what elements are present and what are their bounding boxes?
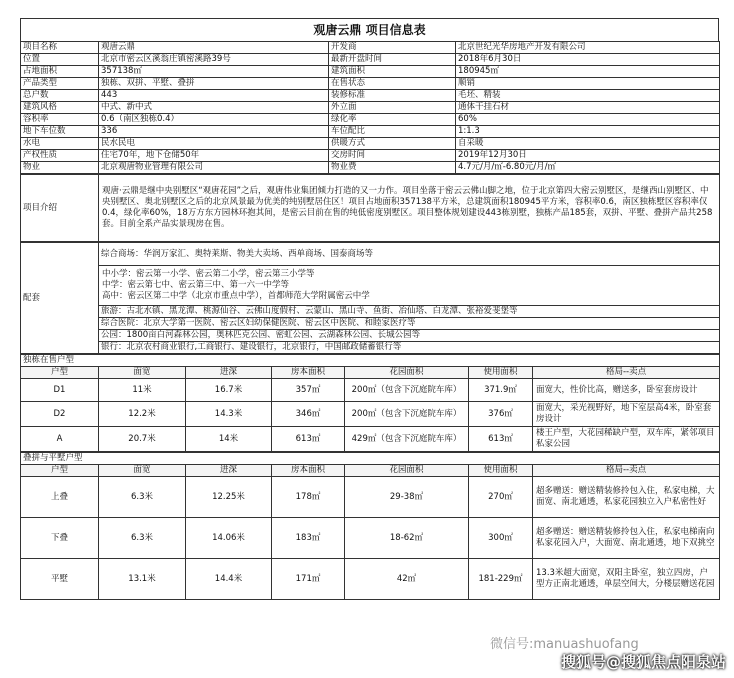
field-label: 开发商: [329, 42, 456, 54]
info-sheet: [20, 18, 719, 600]
facility-hospital: 综合医院：北京大学第一医院、密云区妇幼保健医院、密云区中医院、和睦家医疗等: [99, 318, 720, 330]
field-value: 1:1.3: [456, 126, 720, 138]
table-cell: 16.7米: [186, 379, 272, 402]
selling-point: 楼王户型，大花园稀缺户型，双车库，紧邻项目私家公园: [533, 427, 720, 452]
table-cell: 270㎡: [469, 477, 533, 518]
facility-mall: 综合商场：华润万家汇、奥特莱斯、物美大卖场、西单商场、国泰商场等: [99, 243, 720, 266]
field-label: 占地面积: [21, 66, 99, 78]
field-value: 北京世纪光华房地产开发有限公司: [456, 42, 720, 54]
table-cell: 6.3米: [99, 477, 186, 518]
unit-type: 平墅: [21, 559, 99, 600]
basic-row: [21, 42, 720, 54]
facility-tour: 旅游：古北水镇、黑龙潭、桃源仙谷、云佛山度假村、云蒙山、黑山寺、鱼街、冶仙塔、白龙潭、张裕爱斐堡等: [99, 306, 720, 318]
intro-label: 项目介绍: [21, 175, 99, 242]
field-label: 交房时间: [329, 150, 456, 162]
field-label: 在售状态: [329, 78, 456, 90]
field-value: 180945㎡: [456, 66, 720, 78]
field-value: 2018年6月30日: [456, 54, 720, 66]
table-cell: 429㎡（包含下沉庭院车库）: [345, 427, 469, 452]
table-cell: 11米: [99, 379, 186, 402]
field-value: 毛坯、精装: [456, 90, 720, 102]
intro-text: 观唐·云鼎是继中央别墅区“观唐花园”之后，观唐伟业集团倾力打造的又一力作。项目坐落于密云云佛山脚之地，位于北京第四大密云别墅区，是继西山别墅区、中央别墅区、奥北别墅区之后的北京风景最为优美的纯别墅居住区！项目占地面积357138平方米，总建筑面积180945平方米，容积率0.6，南区独栋墅区容积率仅0.4，绿化率60%，18万方东方园林环抱其间，是密云目前在售的纯低密度别墅区。项目整体规划建设443栋别墅，独栋产品185套，双拼、平墅、叠拼产品共258套。目前全系产品实景现房在售。: [99, 175, 720, 242]
column-header: 格局--卖点: [533, 465, 720, 477]
basic-row: [21, 162, 720, 174]
table-cell: 14.06米: [186, 518, 272, 559]
field-value: 北京观唐物业管理有限公司: [99, 162, 329, 174]
basic-row: [21, 54, 720, 66]
selling-point: 面宽大，采光视野好，地下室层高4米，卧室套房设计: [533, 402, 720, 427]
column-header: 进深: [186, 465, 272, 477]
field-label: 装修标准: [329, 90, 456, 102]
column-header: 房本面积: [272, 465, 345, 477]
facility-schools: [99, 266, 720, 306]
unit-type: A: [21, 427, 99, 452]
field-label: 外立面: [329, 102, 456, 114]
field-label: 容积率: [21, 114, 99, 126]
field-value: 0.6（南区独栋0.4）: [99, 114, 329, 126]
basic-row: [21, 102, 720, 114]
table-cell: 613㎡: [469, 427, 533, 452]
basic-row: [21, 78, 720, 90]
field-label: 总户数: [21, 90, 99, 102]
table-row: [21, 477, 720, 518]
table-cell: 371.9㎡: [469, 379, 533, 402]
basic-row: [21, 114, 720, 126]
field-label: 绿化率: [329, 114, 456, 126]
column-header: 户型: [21, 367, 99, 379]
column-header: 花园面积: [345, 367, 469, 379]
table-cell: 613㎡: [272, 427, 345, 452]
table-row: [21, 402, 720, 427]
selling-point: 超多赠送：赠送精装修拎包入住，私家电梯，大面宽、南北通透，私家花园独立入户私密性好: [533, 477, 720, 518]
table-cell: 14米: [186, 427, 272, 452]
school-high: 高中：密云区第二中学（北京市重点中学），首都师范大学附属密云中学: [102, 291, 370, 301]
basic-row: [21, 150, 720, 162]
field-value: 通体干挂石材: [456, 102, 720, 114]
unit-type: 下叠: [21, 518, 99, 559]
column-header: 户型: [21, 465, 99, 477]
column-header: 房本面积: [272, 367, 345, 379]
unit-type: D2: [21, 402, 99, 427]
detached-table: [20, 354, 720, 452]
table-cell: 20.7米: [99, 427, 186, 452]
basic-info-table: [20, 41, 720, 174]
selling-point: 面宽大，性价比高，赠送多，卧室套房设计: [533, 379, 720, 402]
column-header: 进深: [186, 367, 272, 379]
field-value: 60%: [456, 114, 720, 126]
field-label: 建筑风格: [21, 102, 99, 114]
field-value: 北京市密云区溪翁庄镇密溪路39号: [99, 54, 329, 66]
facilities-table: [20, 242, 720, 354]
table-cell: 200㎡（包含下沉庭院车库）: [345, 402, 469, 427]
table-cell: 14.4米: [186, 559, 272, 600]
school-middle: 中学：密云第七中、密云第三中、第一六一中学等: [102, 280, 290, 290]
table-row: [21, 559, 720, 600]
table-cell: 13.1米: [99, 559, 186, 600]
table-cell: 29-38㎡: [345, 477, 469, 518]
field-value: 住宅70年，地下仓储50年: [99, 150, 329, 162]
table-cell: 14.3米: [186, 402, 272, 427]
wechat-watermark: 微信号:manuashuofang: [490, 637, 639, 652]
column-header: 面宽: [99, 367, 186, 379]
table-cell: 181-229㎡: [469, 559, 533, 600]
field-value: 顺销: [456, 78, 720, 90]
field-value: 民水民电: [99, 138, 329, 150]
field-label: 车位配比: [329, 126, 456, 138]
sohu-watermark: 搜狐号@搜狐焦点阳泉站: [560, 653, 726, 671]
column-header: 使用面积: [469, 367, 533, 379]
field-value: 443: [99, 90, 329, 102]
facility-park: 公园：1800亩白河森林公园，奥林匹克公园、密虹公园、云湖森林公园、长城公园等: [99, 330, 720, 342]
table-row: [21, 518, 720, 559]
section-label-detached: 独栋在售户型: [21, 355, 720, 367]
field-label: 最新开盘时间: [329, 54, 456, 66]
table-cell: 183㎡: [272, 518, 345, 559]
table-row: [21, 379, 720, 402]
table-cell: 376㎡: [469, 402, 533, 427]
field-value: 336: [99, 126, 329, 138]
selling-point: 13.3米超大面宽，双阳主卧室，独立四房，户型方正南北通透，单层空间大，分楼层赠送花园: [533, 559, 720, 600]
table-cell: 12.2米: [99, 402, 186, 427]
field-label: 位置: [21, 54, 99, 66]
table-cell: 171㎡: [272, 559, 345, 600]
field-value: 中式、新中式: [99, 102, 329, 114]
table-cell: 357㎡: [272, 379, 345, 402]
basic-row: [21, 138, 720, 150]
table-cell: 346㎡: [272, 402, 345, 427]
column-header: 使用面积: [469, 465, 533, 477]
basic-row: [21, 66, 720, 78]
field-value: 独栋、双拼、平墅、叠拼: [99, 78, 329, 90]
column-header: 格局--卖点: [533, 367, 720, 379]
field-value: 自采暖: [456, 138, 720, 150]
table-cell: 300㎡: [469, 518, 533, 559]
school-primary: 中小学：密云第一小学、密云第二小学，密云第三小学等: [102, 269, 315, 279]
table-cell: 200㎡（包含下沉庭院车库）: [345, 379, 469, 402]
column-header: 面宽: [99, 465, 186, 477]
facility-bank: 银行：北京农村商业银行,工商银行、建设银行，北京银行，中国邮政储蓄银行等: [99, 342, 720, 354]
field-label: 供暖方式: [329, 138, 456, 150]
field-label: 项目名称: [21, 42, 99, 54]
field-value: 357138㎡: [99, 66, 329, 78]
intro-table: [20, 174, 720, 242]
field-label: 物业费: [329, 162, 456, 174]
table-cell: 6.3米: [99, 518, 186, 559]
field-value: 观唐云鼎: [99, 42, 329, 54]
field-value: 4.7元/月/㎡-6.80元/月/㎡: [456, 162, 720, 174]
table-cell: 12.25米: [186, 477, 272, 518]
table-row: [21, 427, 720, 452]
facilities-label: 配套: [21, 243, 99, 354]
section-label-stacked: 叠拼与平墅户型: [21, 453, 720, 465]
field-label: 产权性质: [21, 150, 99, 162]
table-cell: 18-62㎡: [345, 518, 469, 559]
field-label: 水电: [21, 138, 99, 150]
field-value: 2019年12月30日: [456, 150, 720, 162]
basic-row: [21, 90, 720, 102]
selling-point: 超多赠送：赠送精装修拎包入住，私家电梯南向私家花园入户，大面宽、南北通透，地下双挑空: [533, 518, 720, 559]
sheet-title: 观唐云鼎 项目信息表: [20, 18, 719, 41]
field-label: 建筑面积: [329, 66, 456, 78]
basic-row: [21, 126, 720, 138]
stacked-table: [20, 452, 720, 600]
table-cell: 178㎡: [272, 477, 345, 518]
column-header: 花园面积: [345, 465, 469, 477]
table-cell: 42㎡: [345, 559, 469, 600]
field-label: 物业: [21, 162, 99, 174]
field-label: 地下车位数: [21, 126, 99, 138]
unit-type: D1: [21, 379, 99, 402]
field-label: 产品类型: [21, 78, 99, 90]
unit-type: 上叠: [21, 477, 99, 518]
